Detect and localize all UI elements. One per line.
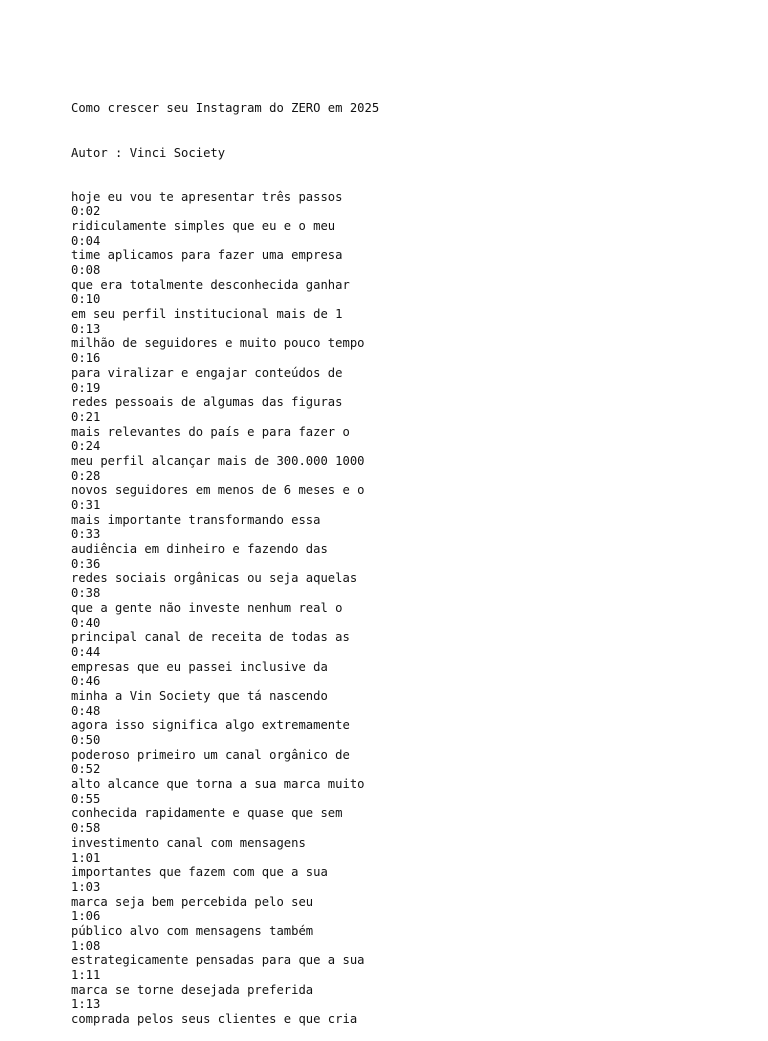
transcript-text: principal canal de receita de todas as <box>71 630 350 645</box>
transcript-text: redes pessoais de algumas das figuras <box>71 395 343 410</box>
transcript-timestamp: 1:06 <box>71 909 101 924</box>
transcript-text: marca seja bem percebida pelo seu <box>71 894 314 909</box>
transcript-timestamp: 0:52 <box>71 762 101 777</box>
transcript-timestamp: 0:38 <box>71 586 101 601</box>
transcript-timestamp: 0:13 <box>71 321 101 336</box>
transcript-text: importantes que fazem com que a sua <box>71 865 328 880</box>
transcript-timestamp: 0:46 <box>71 674 101 689</box>
transcript-text: conhecida rapidamente e quase que sem <box>71 806 343 821</box>
transcript-text: novos seguidores em menos de 6 meses e o <box>71 483 365 498</box>
transcript-timestamp: 0:58 <box>71 821 101 836</box>
transcript-timestamp: 1:13 <box>71 997 101 1012</box>
transcript-timestamp: 0:44 <box>71 644 101 659</box>
transcript-timestamp: 0:04 <box>71 233 101 248</box>
transcript-timestamp: 0:08 <box>71 263 101 278</box>
transcript-text: investimento canal com mensagens <box>71 835 306 850</box>
transcript-timestamp: 1:01 <box>71 850 101 865</box>
transcript-timestamp: 0:19 <box>71 380 101 395</box>
transcript-text: empresas que eu passei inclusive da <box>71 659 328 674</box>
transcript-text: audiência em dinheiro e fazendo das <box>71 542 328 557</box>
transcript-text: ridiculamente simples que eu e o meu <box>71 218 336 233</box>
transcript-timestamp: 1:11 <box>71 968 101 983</box>
transcript-timestamp: 0:33 <box>71 527 101 542</box>
transcript-text: poderoso primeiro um canal orgânico de <box>71 747 350 762</box>
document-title: Como crescer seu Instagram do ZERO em 2025 <box>71 101 380 116</box>
transcript-text: agora isso significa algo extremamente <box>71 718 350 733</box>
transcript-text: público alvo com mensagens também <box>71 923 314 938</box>
transcript-timestamp: 0:31 <box>71 498 101 513</box>
transcript-text: em seu perfil institucional mais de 1 <box>71 307 343 322</box>
transcript-timestamp: 0:28 <box>71 468 101 483</box>
transcript-timestamp: 0:02 <box>71 204 101 219</box>
transcript-text: meu perfil alcançar mais de 300.000 1000 <box>71 453 365 468</box>
document-page <box>71 72 751 1041</box>
transcript-text: estrategicamente pensadas para que a sua <box>71 953 365 968</box>
transcript-text: marca se torne desejada preferida <box>71 982 314 997</box>
transcript-text: mais relevantes do país e para fazer o <box>71 424 350 439</box>
transcript-text: para viralizar e engajar conteúdos de <box>71 365 343 380</box>
transcript-text: comprada pelos seus clientes e que cria <box>71 1012 358 1027</box>
transcript-timestamp: 0:24 <box>71 439 101 454</box>
transcript-text: alto alcance que torna a sua marca muito <box>71 777 365 792</box>
transcript-text: que era totalmente desconhecida ganhar <box>71 277 350 292</box>
transcript-text: redes sociais orgânicas ou seja aquelas <box>71 571 358 586</box>
transcript-text: hoje eu vou te apresentar três passos <box>71 189 343 204</box>
transcript-timestamp: 1:03 <box>71 879 101 894</box>
transcript-timestamp: 0:50 <box>71 733 101 748</box>
transcript-timestamp: 0:10 <box>71 292 101 307</box>
transcript-timestamp: 0:48 <box>71 703 101 718</box>
transcript-text: minha a Vin Society que tá nascendo <box>71 688 328 703</box>
transcript-text: time aplicamos para fazer uma empresa <box>71 248 343 263</box>
document-author: Autor : Vinci Society <box>71 145 226 160</box>
transcript-timestamp: 0:21 <box>71 409 101 424</box>
transcript <box>71 190 751 1027</box>
transcript-timestamp: 1:08 <box>71 938 101 953</box>
transcript-text: milhão de seguidores e muito pouco tempo <box>71 336 365 351</box>
transcript-text: que a gente não investe nenhum real o <box>71 600 343 615</box>
transcript-timestamp: 0:16 <box>71 351 101 366</box>
transcript-text: mais importante transformando essa <box>71 512 321 527</box>
transcript-timestamp: 0:55 <box>71 791 101 806</box>
transcript-timestamp: 0:36 <box>71 556 101 571</box>
transcript-timestamp: 0:40 <box>71 615 101 630</box>
